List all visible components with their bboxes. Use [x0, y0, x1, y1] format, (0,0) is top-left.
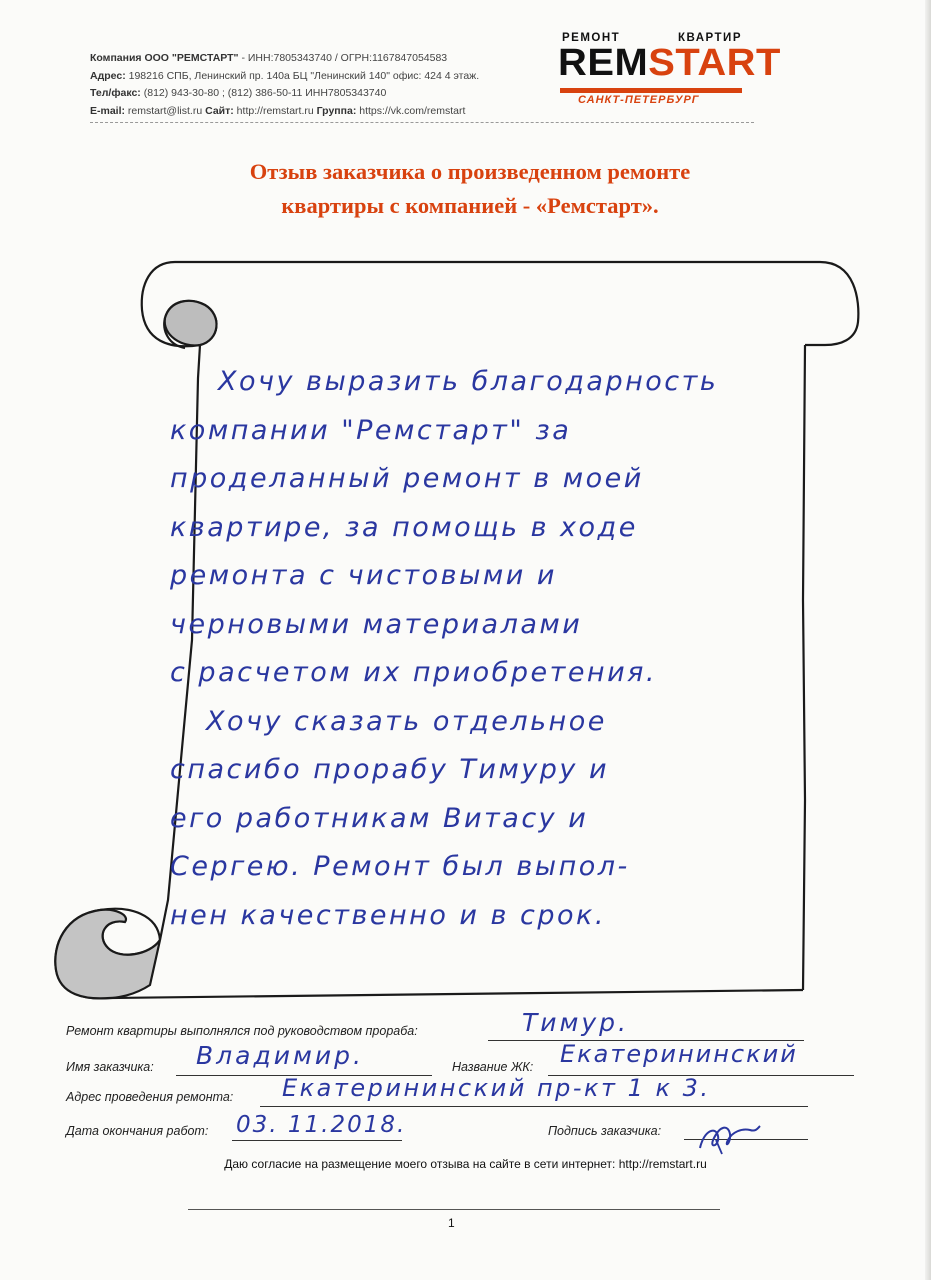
complex-value: Екатерининский	[560, 1040, 798, 1068]
footer-divider	[188, 1209, 720, 1210]
review-line: квартире, за помощь в ходе	[170, 511, 638, 543]
review-line: спасибо прорабу Тимуру и	[170, 754, 610, 785]
top-roll-shade	[165, 301, 217, 346]
address-value: Екатерининский пр-кт 1 к 3.	[282, 1074, 711, 1102]
address-label: Адрес проведения ремонта:	[66, 1090, 234, 1104]
foreman-label: Ремонт квартиры выполнялся под руководством прораба:	[66, 1024, 418, 1038]
review-line: черновыми материалами	[170, 608, 583, 640]
page-number: 1	[448, 1216, 455, 1230]
review-line: его работникам Витасу и	[170, 802, 589, 834]
review-line: ремонта с чистовыми и	[170, 560, 557, 591]
complex-label: Название ЖК:	[452, 1060, 534, 1074]
logo-city: САНКТ-ПЕТЕРБУРГ	[578, 94, 700, 106]
customer-value: Владимир.	[196, 1041, 364, 1070]
consent-statement: Даю согласие на размещение моего отзыва на сайте в сети интернет: http://remstart.ru	[224, 1157, 707, 1171]
date-value: 03. 11.2018.	[236, 1112, 407, 1138]
signature-label: Подпись заказчика:	[548, 1124, 662, 1138]
review-line: Сергею. Ремонт был выпол-	[170, 851, 630, 882]
logo-wordmark: REMSTART	[558, 42, 781, 84]
review-line: Хочу сказать отдельное	[206, 705, 607, 737]
company-line-name: Компания ООО "РЕМСТАРТ" - ИНН:7805343740 / ОГРН:1167847054583	[90, 52, 448, 64]
review-line: нен качественно и в срок.	[170, 899, 606, 931]
review-line: проделанный ремонт в моей	[170, 463, 644, 494]
company-line-phone: Тел/факс: (812) 943-30-80 ; (812) 386-50-11 ИНН7805343740	[90, 87, 387, 99]
company-line-contacts: E-mail: remstart@list.ru Сайт: http://remstart.ru Группа: https://vk.com/remstart	[90, 104, 466, 117]
date-label: Дата окончания работ:	[66, 1124, 209, 1138]
company-line-address: Адрес: 198216 СПБ, Ленинский пр. 140а БЦ "Ленинский 140" офис: 424 4 этаж.	[90, 69, 480, 82]
review-line: с расчетом их приобретения.	[170, 657, 657, 688]
customer-signature	[694, 1118, 764, 1158]
review-line: Хочу выразить благодарность	[218, 366, 719, 397]
review-text	[170, 358, 810, 940]
foreman-value: Тимур.	[522, 1008, 629, 1037]
date-line	[232, 1140, 402, 1141]
customer-label: Имя заказчика:	[66, 1060, 154, 1074]
document-title: Отзыв заказчика о произведенном ремонте квартиры с компанией - «Ремстарт».	[249, 159, 691, 218]
address-line	[260, 1106, 808, 1107]
bottom-roll-shade	[55, 910, 160, 999]
review-line: компании "Ремстарт" за	[170, 414, 572, 446]
logo-tagline: РЕМОНТ КВАРТИР	[562, 32, 742, 44]
